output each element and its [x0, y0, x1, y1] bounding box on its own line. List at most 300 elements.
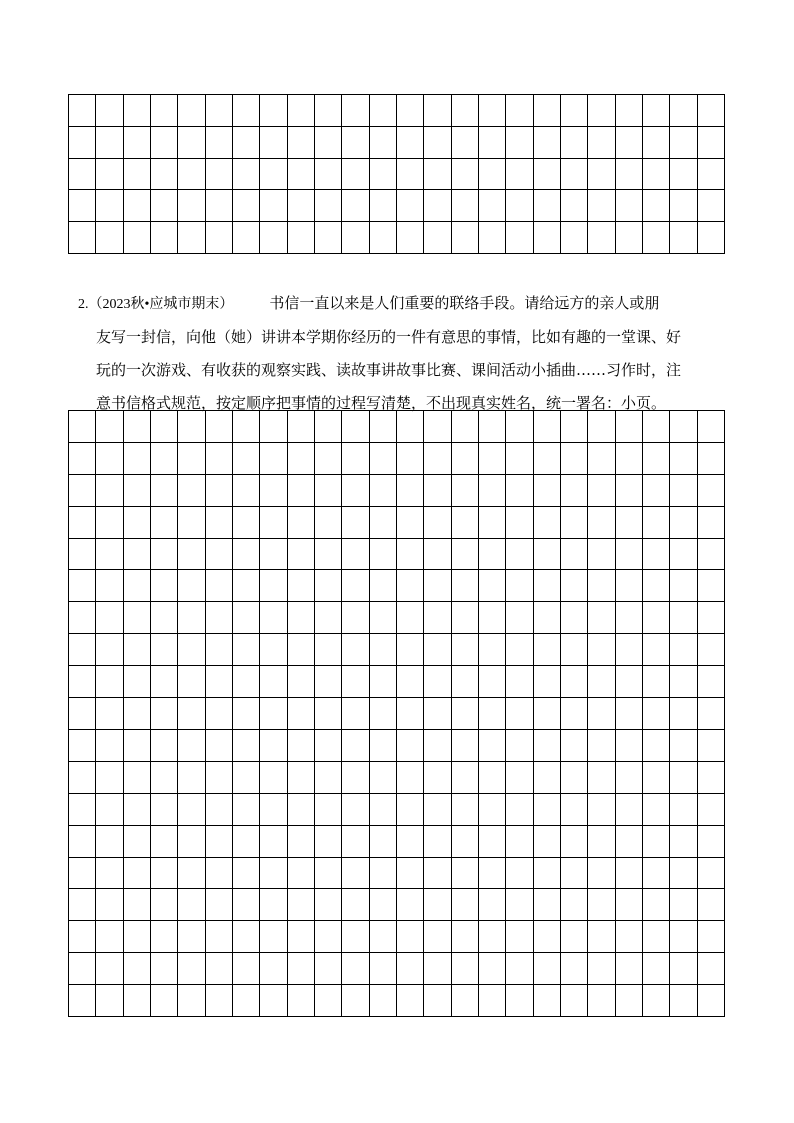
grid-cell [670, 826, 697, 858]
grid-cell [342, 921, 369, 953]
grid-cell [260, 443, 287, 475]
grid-cell [69, 953, 96, 985]
grid-cell [424, 762, 451, 794]
grid-cell [643, 507, 670, 539]
grid-cell [260, 602, 287, 634]
grid-cell [178, 666, 205, 698]
grid-cell [452, 539, 479, 571]
grid-cell [397, 95, 424, 127]
grid-cell [151, 539, 178, 571]
grid-cell [370, 666, 397, 698]
grid-cell [178, 698, 205, 730]
grid-cell [397, 698, 424, 730]
grid-cell [342, 889, 369, 921]
question-2 [78, 287, 728, 420]
grid-cell [233, 222, 260, 254]
grid-cell [178, 222, 205, 254]
grid-cell [124, 95, 151, 127]
grid-cell [670, 411, 697, 443]
grid-cell [698, 953, 725, 985]
grid-cell [342, 666, 369, 698]
grid-cell [616, 730, 643, 762]
grid-cell [698, 159, 725, 191]
grid-cell [69, 190, 96, 222]
grid-cell [424, 921, 451, 953]
grid-cell [670, 222, 697, 254]
grid-cell [397, 921, 424, 953]
grid-cell [670, 159, 697, 191]
grid-cell [342, 507, 369, 539]
grid-cell [96, 794, 123, 826]
grid-cell [233, 507, 260, 539]
grid-cell [670, 921, 697, 953]
grid-cell [534, 570, 561, 602]
grid-cell [397, 634, 424, 666]
grid-cell [670, 602, 697, 634]
grid-cell [315, 411, 342, 443]
grid-cell [698, 889, 725, 921]
grid-cell [206, 159, 233, 191]
grid-cell [588, 507, 615, 539]
grid-cell [206, 762, 233, 794]
grid-cell [315, 222, 342, 254]
grid-cell [452, 858, 479, 890]
grid-cell [643, 985, 670, 1017]
grid-cell [534, 730, 561, 762]
grid-cell [452, 507, 479, 539]
grid-cell [424, 443, 451, 475]
grid-cell [479, 602, 506, 634]
grid-cell [424, 570, 451, 602]
grid-cell [479, 826, 506, 858]
grid-cell [96, 698, 123, 730]
grid-cell [315, 539, 342, 571]
grid-cell [452, 953, 479, 985]
grid-cell [616, 666, 643, 698]
grid-cell [643, 889, 670, 921]
grid-cell [424, 411, 451, 443]
grid-cell [506, 411, 533, 443]
grid-cell [315, 570, 342, 602]
grid-cell [206, 190, 233, 222]
grid-cell [698, 411, 725, 443]
grid-cell [479, 190, 506, 222]
grid-cell [315, 602, 342, 634]
grid-cell [643, 411, 670, 443]
grid-cell [370, 921, 397, 953]
grid-cell [178, 762, 205, 794]
grid-cell [151, 507, 178, 539]
grid-cell [370, 826, 397, 858]
grid-cell [561, 95, 588, 127]
grid-cell [178, 826, 205, 858]
grid-cell [370, 443, 397, 475]
grid-cell [479, 985, 506, 1017]
grid-cell [506, 634, 533, 666]
grid-cell [479, 858, 506, 890]
grid-cell [561, 222, 588, 254]
grid-cell [424, 634, 451, 666]
grid-cell [260, 889, 287, 921]
grid-cell [342, 858, 369, 890]
grid-cell [370, 127, 397, 159]
grid-cell [288, 953, 315, 985]
grid-cell [342, 475, 369, 507]
grid-cell [698, 602, 725, 634]
grid-cell [616, 222, 643, 254]
grid-cell [534, 953, 561, 985]
grid-cell [178, 889, 205, 921]
grid-cell [69, 889, 96, 921]
grid-cell [561, 475, 588, 507]
grid-cell [151, 698, 178, 730]
grid-cell [588, 921, 615, 953]
grid-cell [124, 190, 151, 222]
grid-cell [315, 127, 342, 159]
grid-cell [698, 127, 725, 159]
grid-cell [616, 634, 643, 666]
grid-cell [124, 762, 151, 794]
grid-cell [588, 698, 615, 730]
grid-cell [260, 953, 287, 985]
grid-cell [288, 921, 315, 953]
grid-cell [534, 539, 561, 571]
grid-cell [69, 443, 96, 475]
grid-cell [424, 602, 451, 634]
grid-cell [124, 507, 151, 539]
grid-cell [69, 858, 96, 890]
grid-cell [643, 634, 670, 666]
grid-cell [69, 762, 96, 794]
grid-cell [233, 127, 260, 159]
grid-cell [151, 411, 178, 443]
grid-cell [479, 411, 506, 443]
grid-cell [288, 602, 315, 634]
grid-cell [69, 95, 96, 127]
grid-cell [643, 826, 670, 858]
grid-cell [315, 985, 342, 1017]
grid-cell [424, 666, 451, 698]
grid-cell [698, 762, 725, 794]
grid-cell [588, 666, 615, 698]
grid-cell [124, 858, 151, 890]
grid-cell [616, 985, 643, 1017]
grid-cell [643, 858, 670, 890]
grid-cell [342, 411, 369, 443]
grid-cell [178, 634, 205, 666]
grid-cell [643, 127, 670, 159]
grid-cell [452, 634, 479, 666]
grid-cell [288, 539, 315, 571]
grid-cell [206, 475, 233, 507]
grid-cell [588, 222, 615, 254]
grid-cell [452, 730, 479, 762]
grid-cell [342, 634, 369, 666]
grid-cell [206, 921, 233, 953]
grid-cell [670, 889, 697, 921]
grid-cell [206, 858, 233, 890]
grid-cell [260, 666, 287, 698]
grid-cell [206, 570, 233, 602]
grid-cell [561, 634, 588, 666]
grid-cell [452, 985, 479, 1017]
grid-cell [643, 570, 670, 602]
grid-cell [178, 602, 205, 634]
grid-cell [397, 889, 424, 921]
grid-cell [588, 634, 615, 666]
grid-cell [69, 730, 96, 762]
grid-cell [506, 159, 533, 191]
grid-cell [315, 730, 342, 762]
grid-cell [370, 985, 397, 1017]
grid-cell [588, 730, 615, 762]
grid-cell [96, 411, 123, 443]
grid-cell [315, 443, 342, 475]
grid-cell [178, 921, 205, 953]
grid-cell [96, 889, 123, 921]
grid-cell [370, 159, 397, 191]
grid-cell [534, 762, 561, 794]
grid-cell [588, 889, 615, 921]
grid-cell [288, 762, 315, 794]
grid-cell [233, 953, 260, 985]
grid-cell [206, 507, 233, 539]
grid-cell [124, 475, 151, 507]
grid-cell [233, 570, 260, 602]
grid-cell [479, 634, 506, 666]
grid-cell [670, 762, 697, 794]
grid-cell [452, 190, 479, 222]
grid-cell [479, 666, 506, 698]
grid-cell [178, 190, 205, 222]
grid-cell [288, 95, 315, 127]
grid-cell [670, 443, 697, 475]
grid-cell [288, 794, 315, 826]
grid-cell [506, 570, 533, 602]
grid-cell [670, 730, 697, 762]
grid-cell [260, 762, 287, 794]
grid-cell [288, 634, 315, 666]
grid-cell [534, 190, 561, 222]
grid-cell [151, 222, 178, 254]
grid-cell [561, 539, 588, 571]
grid-cell [178, 794, 205, 826]
grid-cell [534, 634, 561, 666]
grid-cell [506, 730, 533, 762]
grid-cell [616, 570, 643, 602]
grid-cell [670, 794, 697, 826]
grid-cell [288, 443, 315, 475]
grid-cell [452, 222, 479, 254]
grid-cell [178, 411, 205, 443]
grid-cell [534, 507, 561, 539]
grid-cell [397, 570, 424, 602]
grid-cell [588, 475, 615, 507]
grid-cell [616, 889, 643, 921]
grid-cell [643, 921, 670, 953]
grid-cell [342, 730, 369, 762]
grid-cell [479, 570, 506, 602]
grid-cell [370, 507, 397, 539]
grid-cell [397, 475, 424, 507]
grid-cell [288, 858, 315, 890]
grid-cell [643, 666, 670, 698]
grid-cell [69, 127, 96, 159]
grid-cell [616, 190, 643, 222]
grid-cell [698, 190, 725, 222]
grid-cell [260, 411, 287, 443]
grid-cell [561, 953, 588, 985]
grid-cell [698, 666, 725, 698]
grid-cell [288, 730, 315, 762]
grid-cell [534, 475, 561, 507]
grid-cell [151, 127, 178, 159]
grid-cell [479, 921, 506, 953]
grid-cell [342, 570, 369, 602]
grid-cell [534, 443, 561, 475]
grid-cell [534, 159, 561, 191]
grid-cell [670, 127, 697, 159]
grid-cell [588, 539, 615, 571]
grid-cell [424, 858, 451, 890]
grid-cell [643, 602, 670, 634]
grid-cell [178, 570, 205, 602]
grid-cell [342, 985, 369, 1017]
grid-cell [315, 475, 342, 507]
grid-cell [178, 730, 205, 762]
grid-cell [643, 95, 670, 127]
grid-cell [124, 730, 151, 762]
grid-cell [616, 953, 643, 985]
grid-cell [370, 953, 397, 985]
grid-cell [151, 921, 178, 953]
grid-cell [178, 507, 205, 539]
grid-cell [643, 222, 670, 254]
grid-cell [588, 985, 615, 1017]
grid-cell [698, 698, 725, 730]
grid-cell [233, 539, 260, 571]
grid-cell [315, 95, 342, 127]
grid-cell [124, 127, 151, 159]
grid-cell [260, 222, 287, 254]
grid-cell [616, 159, 643, 191]
grid-cell [670, 698, 697, 730]
grid-cell [506, 921, 533, 953]
question-text-line-2: 友写一封信，向他（她）讲讲本学期你经历的一件有意思的事情，比如有趣的一堂课、好 [96, 328, 682, 346]
question-source: （2023秋•应城市期末） [88, 297, 234, 312]
grid-cell [698, 826, 725, 858]
grid-cell [616, 507, 643, 539]
grid-cell [670, 475, 697, 507]
grid-cell [397, 794, 424, 826]
grid-cell [670, 634, 697, 666]
grid-cell [698, 95, 725, 127]
grid-cell [643, 159, 670, 191]
grid-cell [588, 570, 615, 602]
grid-cell [124, 443, 151, 475]
grid-cell [397, 159, 424, 191]
grid-cell [96, 539, 123, 571]
grid-cell [534, 602, 561, 634]
grid-cell [370, 794, 397, 826]
grid-cell [479, 953, 506, 985]
grid-cell [424, 985, 451, 1017]
grid-cell [342, 539, 369, 571]
grid-cell [233, 985, 260, 1017]
grid-cell [370, 634, 397, 666]
grid-cell [370, 222, 397, 254]
grid-cell [288, 826, 315, 858]
grid-cell [233, 95, 260, 127]
grid-cell [534, 794, 561, 826]
grid-cell [424, 95, 451, 127]
grid-cell [424, 127, 451, 159]
grid-cell [424, 698, 451, 730]
grid-cell [479, 222, 506, 254]
grid-cell [124, 985, 151, 1017]
grid-cell [670, 507, 697, 539]
grid-cell [151, 634, 178, 666]
grid-cell [288, 127, 315, 159]
grid-cell [397, 507, 424, 539]
grid-cell [506, 698, 533, 730]
grid-cell [342, 95, 369, 127]
grid-cell [151, 159, 178, 191]
writing-grid-top [68, 94, 725, 254]
grid-cell [151, 826, 178, 858]
grid-cell [370, 95, 397, 127]
grid-cell [151, 762, 178, 794]
grid-cell [561, 411, 588, 443]
grid-cell [397, 411, 424, 443]
grid-cell [206, 826, 233, 858]
grid-cell [124, 634, 151, 666]
grid-cell [506, 762, 533, 794]
grid-cell [588, 826, 615, 858]
grid-cell [452, 794, 479, 826]
grid-cell [698, 507, 725, 539]
grid-cell [424, 730, 451, 762]
grid-cell [506, 985, 533, 1017]
grid-cell [616, 475, 643, 507]
grid-cell [479, 889, 506, 921]
grid-cell [342, 127, 369, 159]
grid-cell [588, 95, 615, 127]
grid-cell [315, 953, 342, 985]
grid-cell [233, 698, 260, 730]
grid-cell [69, 570, 96, 602]
grid-cell [206, 411, 233, 443]
grid-cell [370, 730, 397, 762]
grid-cell [561, 443, 588, 475]
grid-cell [561, 570, 588, 602]
grid-cell [178, 985, 205, 1017]
grid-cell [178, 475, 205, 507]
grid-cell [452, 826, 479, 858]
grid-cell [506, 602, 533, 634]
grid-cell [260, 190, 287, 222]
grid-cell [397, 443, 424, 475]
grid-cell [506, 475, 533, 507]
grid-cell [452, 889, 479, 921]
grid-cell [397, 730, 424, 762]
grid-cell [178, 127, 205, 159]
grid-cell [260, 698, 287, 730]
grid-cell [616, 127, 643, 159]
grid-cell [124, 539, 151, 571]
grid-cell [233, 666, 260, 698]
grid-cell [206, 666, 233, 698]
